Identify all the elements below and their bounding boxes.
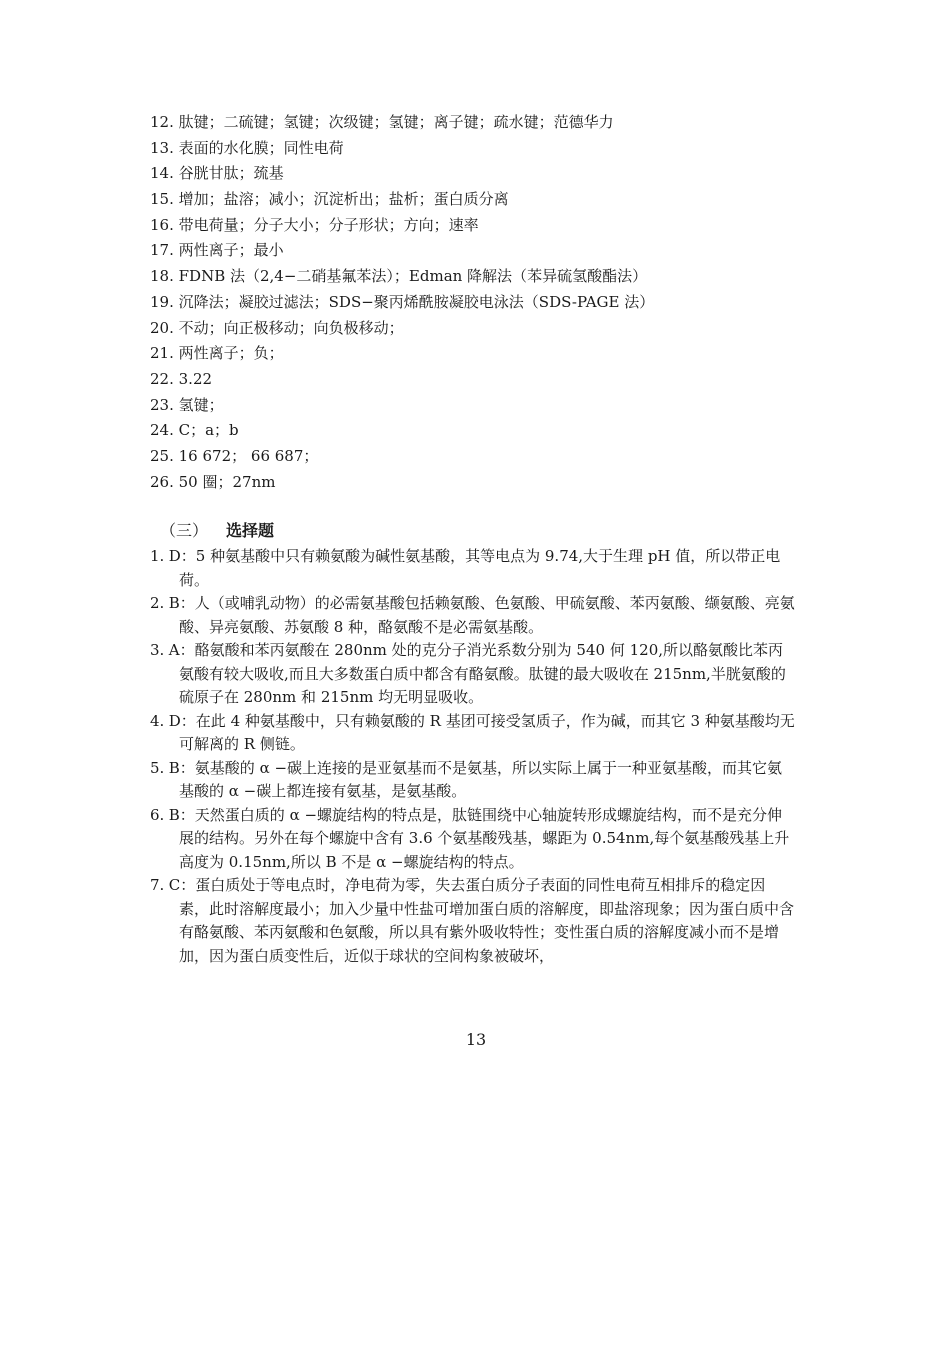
fill-in-answer-item (150, 136, 810, 162)
section-title: 选择题 (226, 521, 275, 540)
fill-in-answer-item (150, 161, 810, 187)
fill-in-answer-item (150, 316, 810, 342)
item-text: A：酪氨酸和苯丙氨酸在 280nm 处的克分子消光系数分别为 540 何 120,所以酪氨酸比苯丙氨酸有较大吸收,而且大多数蛋白质中都含有酪氨酸。肽键的最大吸收在 215nm,半胱氨酸的硫原子在 280nm 和 215nm 均无明显吸收。 (168, 641, 786, 706)
item-number: 1. (150, 547, 165, 565)
fill-in-answer-item (150, 110, 810, 136)
item-number: 14. (150, 164, 174, 183)
item-number: 16. (150, 215, 174, 234)
item-number: 13. (150, 138, 174, 157)
item-number: 15. (150, 190, 174, 209)
item-number: 21. (150, 344, 174, 363)
item-number: 24. (150, 421, 174, 440)
choice-answer-list (150, 545, 795, 968)
item-text: 表面的水化膜；同性电荷 (178, 138, 344, 157)
fill-in-answer-item (150, 187, 810, 213)
item-number: 23. (150, 395, 174, 414)
item-text: 谷胱甘肽；巯基 (178, 164, 284, 183)
item-text: 16 672； 66 687； (178, 446, 319, 465)
page-number: 13 (465, 1030, 487, 1049)
item-number: 20. (150, 318, 174, 337)
fill-in-answer-item (150, 213, 810, 239)
item-text: D：在此 4 种氨基酸中，只有赖氨酸的 R 基团可接受氢质子，作为碱，而其它 3 种氨基酸均无可解离的 R 侧链。 (168, 711, 795, 753)
fill-in-answer-item (150, 238, 810, 264)
item-number: 17. (150, 241, 174, 260)
item-text: 两性离子；最小 (178, 241, 284, 260)
fill-in-answer-item (150, 444, 810, 470)
item-number: 7. (150, 876, 165, 894)
choice-answer-item (150, 757, 795, 804)
item-text: 50 圈；27nm (178, 472, 276, 491)
item-text: 不动；向正极移动；向负极移动； (178, 318, 404, 337)
fill-in-answer-item (150, 393, 810, 419)
fill-in-answer-list (150, 110, 810, 495)
item-text: 肽键；二硫键；氢键；次级键；氢键；离子键；疏水键；范德华力 (178, 113, 614, 131)
item-text: FDNB 法（2,4−二硝基氟苯法）；Edman 降解法（苯异硫氢酸酯法） (178, 267, 648, 286)
item-number: 25. (150, 446, 174, 465)
choice-answer-item (150, 545, 795, 592)
item-number: 12. (150, 113, 174, 131)
fill-in-answer-item (150, 341, 810, 367)
fill-in-answer-item (150, 418, 810, 444)
item-text: 沉降法；凝胶过滤法；SDS−聚丙烯酰胺凝胶电泳法（SDS-PAGE 法） (178, 292, 655, 311)
choice-answer-item (150, 804, 795, 875)
choice-answer-item (150, 874, 795, 968)
item-text: B：氨基酸的 α −碳上连接的是亚氨基而不是氨基，所以实际上属于一种亚氨基酸，而其它氨基酸的 α −碳上都连接有氨基，是氨基酸。 (168, 758, 783, 800)
item-number: 3. (150, 641, 165, 659)
item-text: 氢键； (178, 395, 224, 414)
fill-in-answer-item (150, 470, 810, 496)
item-number: 22. (150, 369, 174, 388)
choice-answer-item (150, 639, 795, 710)
item-number: 19. (150, 292, 174, 311)
fill-in-answer-item (150, 367, 810, 393)
choice-answer-item (150, 592, 795, 639)
item-text: 带电荷量；分子大小；分子形状；方向；速率 (178, 215, 479, 234)
item-text: B：天然蛋白质的 α −螺旋结构的特点是，肽链围绕中心轴旋转形成螺旋结构，而不是充分伸展的结构。另外在每个螺旋中含有 3.6 个氨基酸残基，螺距为 0.54nm,每个氨基酸残基上升高度为 0.15nm,所以 B 不是 α −螺旋结构的特点。 (168, 805, 790, 871)
item-number: 18. (150, 267, 174, 286)
section-number: （三） (160, 521, 209, 540)
item-text: C；a；b (178, 421, 239, 440)
item-text: C：蛋白质处于等电点时，净电荷为零，失去蛋白质分子表面的同性电荷互相排斥的稳定因素，此时溶解度最小；加入少量中性盐可增加蛋白质的溶解度，即盐溶现象；因为蛋白质中含有酪氨酸、苯丙氨酸和色氨酸，所以具有紫外吸收特性；变性蛋白质的溶解度减小而不是增加，因为蛋白质变性后，近似于球状的空间构象被破坏， (168, 876, 795, 965)
item-text: 两性离子；负； (178, 344, 284, 363)
fill-in-answer-item (150, 290, 810, 316)
item-text: 3.22 (178, 369, 213, 388)
fill-in-answer-item (150, 264, 810, 290)
item-number: 26. (150, 472, 174, 491)
item-number: 2. (150, 594, 165, 612)
item-text: 增加；盐溶；减小；沉淀析出；盐析；蛋白质分离 (178, 190, 509, 209)
item-text: D：5 种氨基酸中只有赖氨酸为碱性氨基酸，其等电点为 9.74,大于生理 pH 值，所以带正电荷。 (168, 547, 781, 589)
section-heading (160, 519, 274, 543)
item-number: 5. (150, 758, 165, 777)
item-number: 4. (150, 711, 165, 730)
item-text: B：人（或哺乳动物）的必需氨基酸包括赖氨酸、色氨酸、甲硫氨酸、苯丙氨酸、缬氨酸、亮氨酸、异亮氨酸、苏氨酸 8 种，酪氨酸不是必需氨基酸。 (168, 594, 795, 636)
choice-answer-item (150, 710, 795, 757)
item-number: 6. (150, 805, 165, 824)
